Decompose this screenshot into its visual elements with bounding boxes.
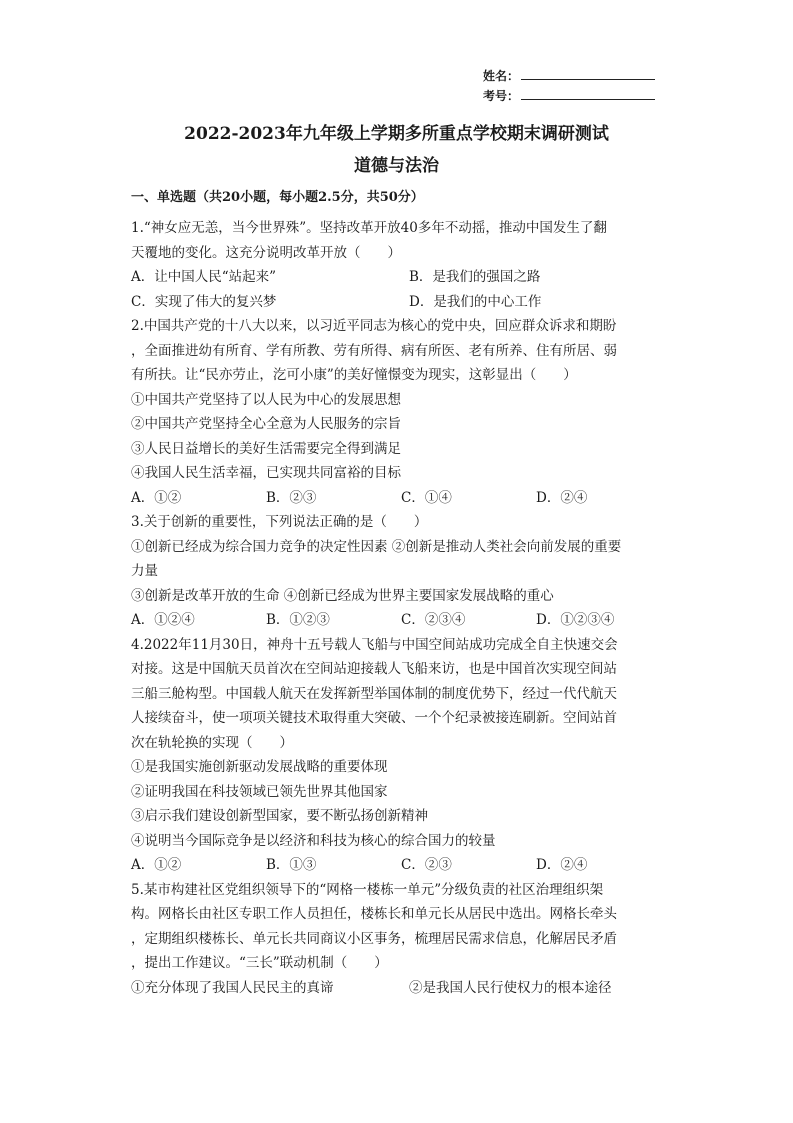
statement: ②证明我国在科技领域已领先世界其他国家 — [131, 783, 388, 800]
option-b[interactable]: B．①②③ — [266, 612, 330, 628]
options-row — [131, 853, 671, 878]
statement: ①充分体现了我国人民民主的真谛 — [131, 979, 334, 996]
option-b[interactable]: B．①③ — [266, 857, 317, 873]
name-label: 姓名： — [483, 69, 520, 83]
question-text: 2.中国共产党的十八大以来，以习近平同志为核心的党中央，回应群众诉求和期盼 — [131, 318, 617, 334]
id-field[interactable] — [483, 88, 655, 103]
option-d[interactable]: D．②④ — [536, 857, 588, 873]
statement: ①是我国实施创新驱动发展战略的重要体现 — [131, 759, 388, 775]
option-c[interactable]: C．①④ — [401, 489, 452, 506]
statement: ②中国共产党坚持全心全意为人民服务的宗旨 — [131, 416, 401, 432]
id-blank[interactable] — [521, 88, 655, 100]
option-b[interactable]: B．②③ — [266, 489, 317, 506]
option-b[interactable]: B．是我们的强国之路 — [409, 269, 541, 285]
question-4 — [131, 633, 671, 878]
question-1 — [131, 216, 671, 314]
statements-row — [131, 976, 671, 1001]
option-d[interactable]: D．①②③④ — [536, 612, 615, 628]
question-text: 3.关于创新的重要性，下列说法正确的是（ ） — [131, 514, 428, 530]
name-blank[interactable] — [521, 68, 655, 80]
statement: ④我国人民生活幸福，已实现共同富裕的目标 — [131, 465, 401, 481]
options-row — [131, 608, 671, 633]
options-row — [131, 265, 671, 290]
question-text: 有所扶。让“民亦劳止，汔可小康”的美好憧憬变为现实，这彰显出（ ） — [131, 367, 577, 383]
statement: ①中国共产党坚持了以人民为中心的发展思想 — [131, 391, 401, 408]
questions — [131, 216, 671, 1000]
option-a[interactable]: A．①② — [131, 489, 182, 506]
statement: ③启示我们建设创新型国家，要不断弘扬创新精神 — [131, 808, 428, 824]
question-text: 5.某市构建社区党组织领导下的“网格一楼栋一单元”分级负责的社区治理组织架 — [131, 881, 604, 898]
subject-title: 道德与法治 — [354, 156, 439, 176]
statement: 力量 — [131, 563, 158, 579]
option-a[interactable]: A．让中国人民“站起来” — [131, 269, 277, 285]
question-text: ，定期组织楼栋长、单元长共同商议小区事务，梳理居民需求信息，化解居民矛盾 — [131, 930, 617, 947]
option-c[interactable]: C．②③④ — [401, 612, 466, 628]
question-text: ，提出工作建议。“三长”联动机制（ ） — [131, 955, 388, 971]
question-text: 对接。这是中国航天员首次在空间站迎接载人飞船来访，也是中国首次实现空间站 — [131, 661, 617, 677]
options-row — [131, 290, 671, 315]
question-text: 次在轨轮换的实现（ ） — [131, 734, 293, 751]
statement: ④说明当今国际竞争是以经济和科技为核心的综合国力的较量 — [131, 832, 496, 849]
option-a[interactable]: A．①②④ — [131, 612, 195, 628]
option-d[interactable]: D．②④ — [536, 489, 588, 506]
name-field[interactable] — [483, 68, 655, 83]
question-5 — [131, 878, 671, 1001]
question-text: 天覆地的变化。这充分说明改革开放（ ） — [131, 244, 401, 261]
statement: ③人民日益增长的美好生活需要完全得到满足 — [131, 440, 401, 457]
section-heading: 一、单选题（共20小题，每小题2.5分，共50分） — [131, 190, 424, 205]
question-text: 三船三舱构型。中国载人航天在发挥新型举国体制的制度优势下，经过一代代航天 — [131, 685, 617, 702]
question-text: 构。网格长由社区专职工作人员担任，楼栋长和单元长从居民中选出。网格长牵头 — [131, 906, 617, 922]
option-d[interactable]: D．是我们的中心工作 — [409, 293, 542, 310]
option-c[interactable]: C．②③ — [401, 857, 452, 873]
question-text: ，全面推进幼有所育、学有所教、劳有所得、病有所医、老有所养、住有所居、弱 — [131, 342, 617, 359]
exam-title: 2022-2023年九年级上学期多所重点学校期末调研测试 — [184, 124, 609, 144]
id-label: 考号： — [483, 89, 520, 103]
question-text: 1.“神女应无恙，当今世界殊”。坚持改革开放40多年不动摇，推动中国发生了翻 — [131, 220, 607, 236]
question-2 — [131, 314, 671, 510]
statement: ①创新已经成为综合国力竞争的决定性因素 ②创新是推动人类社会向前发展的重要 — [131, 538, 622, 555]
question-text: 4.2022年11月30日，神舟十五号载人飞船与中国空间站成功完成全自主快速交会 — [131, 636, 618, 653]
options-row — [131, 486, 671, 511]
question-text: 人接续奋斗，使一项项关键技术取得重大突破、一个个纪录被接连刷新。空间站首 — [131, 710, 617, 726]
option-a[interactable]: A．①② — [131, 857, 182, 873]
question-3 — [131, 510, 671, 633]
statement: ②是我国人民行使权力的根本途径 — [409, 979, 612, 996]
statement: ③创新是改革开放的生命 ④创新已经成为世界主要国家发展战略的重心 — [131, 587, 554, 604]
option-c[interactable]: C．实现了伟大的复兴梦 — [131, 293, 277, 310]
